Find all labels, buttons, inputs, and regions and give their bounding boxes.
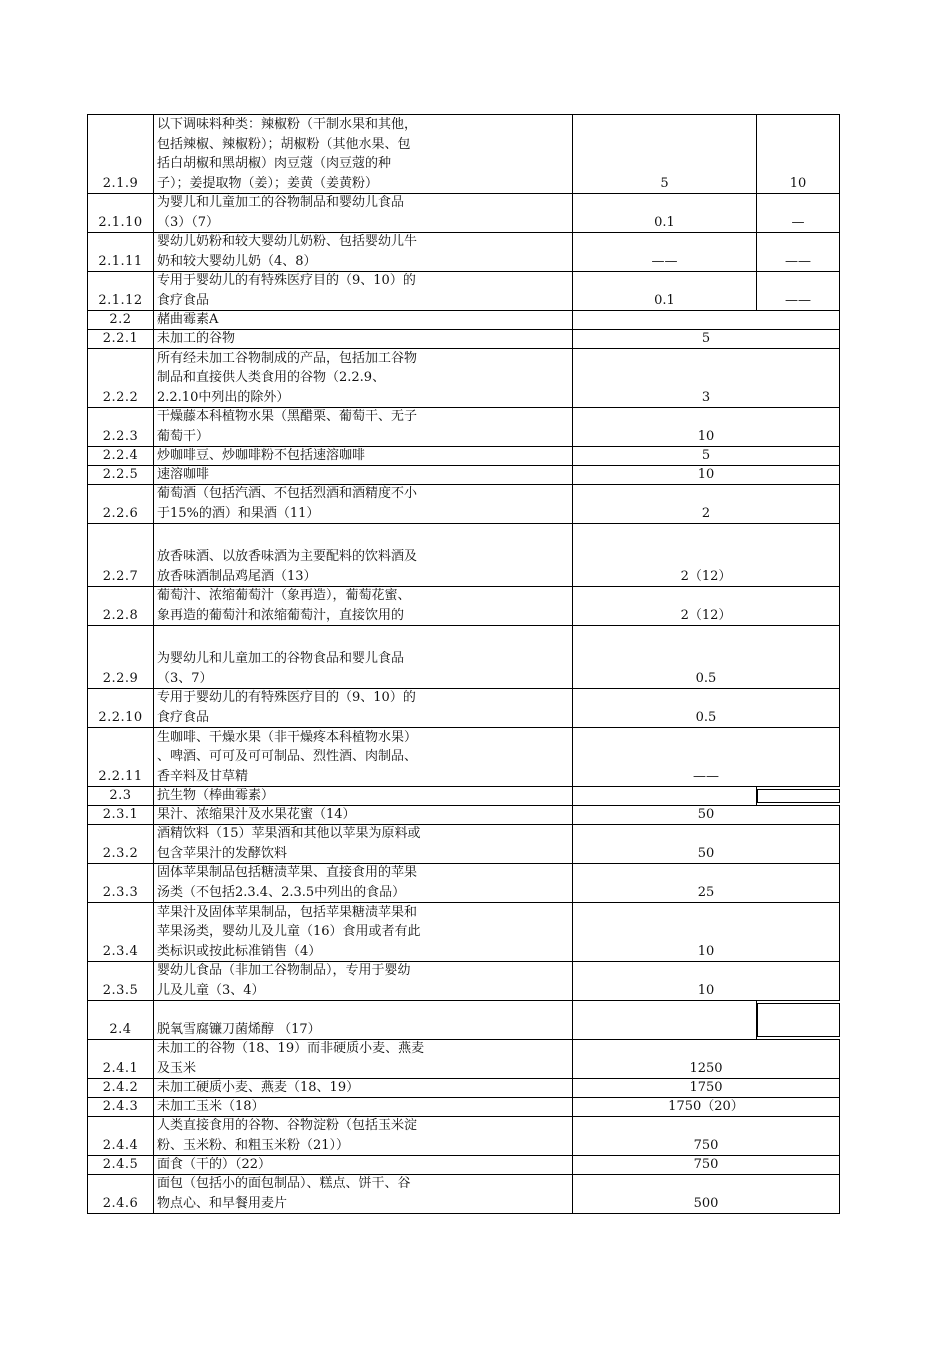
item-number: 2.1.12	[87, 272, 154, 310]
item-description	[154, 1117, 573, 1155]
item-description	[154, 1040, 573, 1078]
limit-value: 5	[573, 447, 840, 465]
limit-value: 50	[573, 825, 840, 863]
item-number: 2.4.4	[87, 1117, 154, 1155]
table-row	[87, 1040, 840, 1079]
item-description-text: 放香味酒、以放香味酒为主要配料的饮料酒及 放香味酒制品鸡尾酒（13）	[157, 549, 418, 584]
table-row	[87, 114, 840, 194]
table-row	[87, 524, 840, 587]
table-row	[87, 728, 840, 787]
table-row	[87, 233, 840, 272]
limit-value: 3	[573, 349, 840, 407]
item-description-text: 固体苹果制品包括糖渍苹果、直接食用的苹果 汤类（不包括2.3.4、2.3.5中列出的食品）	[157, 865, 418, 900]
table-row	[87, 1079, 840, 1098]
item-number: 2.2.11	[87, 728, 154, 786]
limit-value: 2（12）	[573, 587, 840, 625]
item-number: 2.1.10	[87, 194, 154, 232]
table-row	[87, 1117, 840, 1156]
table-row	[87, 311, 840, 330]
item-description-text: 生咖啡、干燥水果（非干燥疼本科植物水果） 、啤酒、可可及可可制品、烈性酒、肉制品、 香辛料及甘草精	[157, 729, 418, 784]
item-description	[154, 825, 573, 863]
item-description	[154, 1156, 573, 1174]
limit-value: 500	[573, 1175, 840, 1213]
item-number: 2.4	[87, 1001, 154, 1039]
item-description	[154, 864, 573, 902]
limit-value: 750	[573, 1156, 840, 1174]
limit-value: 10	[573, 903, 840, 961]
limit-value: 25	[573, 864, 840, 902]
item-description-text: 未加工的谷物（18、19）而非硬质小麦、燕麦 及玉米	[157, 1041, 425, 1076]
item-number: 2.3	[87, 787, 154, 805]
item-description-text: 婴幼儿奶粉和较大婴幼儿奶粉、包括婴幼儿牛 奶和较大婴幼儿奶（4、8）	[157, 234, 418, 269]
limit-value-1: 5	[573, 115, 757, 193]
empty-value-cell	[573, 311, 840, 329]
item-description	[154, 587, 573, 625]
limit-value-1: 0.1	[573, 194, 757, 232]
item-description-text: 面食（干的）（22）	[157, 1156, 272, 1172]
item-description	[154, 962, 573, 1000]
item-number: 2.2.8	[87, 587, 154, 625]
empty-value-box	[757, 1003, 840, 1037]
table-row	[87, 825, 840, 864]
item-description-text: 葡萄酒（包括汽酒、不包括烈酒和酒精度不小 于15%的酒）和果酒（11）	[157, 486, 418, 521]
item-description	[154, 1001, 573, 1039]
item-description-text: 以下调味料种类：辣椒粉（干制水果和其他， 包括辣椒、辣椒粉）；胡椒粉（其他水果、包 括白胡椒和黑胡椒）肉豆蔻（肉豆蔻的种 子）；姜提取物（姜）；姜黄（姜黄粉）	[157, 117, 418, 191]
item-number: 2.2.9	[87, 626, 154, 688]
item-number: 2.2.7	[87, 524, 154, 586]
item-description-text: 抗生物（棒曲霉素）	[157, 787, 275, 803]
item-number: 2.2.2	[87, 349, 154, 407]
item-description-text: 速溶咖啡	[157, 466, 210, 482]
item-description	[154, 408, 573, 446]
item-number: 2.2.1	[87, 330, 154, 348]
item-description-text: 为婴幼儿和儿童加工的谷物食品和婴儿食品 （3、7）	[157, 651, 405, 686]
item-description	[154, 447, 573, 465]
item-description-text: 面包（包括小的面包制品）、糕点、饼干、谷 物点心、和早餐用麦片	[157, 1176, 411, 1211]
item-description-text: 专用于婴幼儿的有特殊医疗目的（9、10）的 食疗食品	[157, 690, 416, 725]
table-row	[87, 349, 840, 408]
table-row	[87, 903, 840, 962]
item-number: 2.2.5	[87, 466, 154, 484]
item-number: 2.2.10	[87, 689, 154, 727]
item-description-text: 所有经未加工谷物制成的产品，包括加工谷物 制品和直接供人类食用的谷物（2.2.9、 2.2.10中列出的除外）	[157, 350, 418, 405]
item-description-text: 为婴儿和儿童加工的谷物制品和婴幼儿食品 （3）（7）	[157, 195, 405, 230]
item-description	[154, 115, 573, 193]
table-row	[87, 408, 840, 447]
item-number: 2.4.3	[87, 1098, 154, 1116]
table-row	[87, 447, 840, 466]
item-description	[154, 272, 573, 310]
item-description	[154, 728, 573, 786]
empty-value-cell	[573, 1001, 757, 1039]
table-row	[87, 272, 840, 311]
item-description	[154, 689, 573, 727]
item-number: 2.2.3	[87, 408, 154, 446]
table-row	[87, 689, 840, 728]
item-description	[154, 194, 573, 232]
limit-value-2: ——	[757, 272, 840, 310]
table-row	[87, 626, 840, 689]
limit-value-2: —	[757, 194, 840, 232]
table-row	[87, 1156, 840, 1175]
item-number: 2.3.2	[87, 825, 154, 863]
empty-value-box	[757, 789, 840, 803]
limit-value: 1750	[573, 1079, 840, 1097]
item-description	[154, 485, 573, 523]
item-number: 2.3.3	[87, 864, 154, 902]
table-row	[87, 864, 840, 903]
limit-value: 0.5	[573, 689, 840, 727]
item-number: 2.4.1	[87, 1040, 154, 1078]
item-number: 2.3.1	[87, 806, 154, 824]
limit-value: 1250	[573, 1040, 840, 1078]
limit-value-2: ——	[757, 233, 840, 271]
item-number: 2.2.4	[87, 447, 154, 465]
item-description	[154, 787, 573, 805]
item-description-text: 炒咖啡豆、炒咖啡粉不包括速溶咖啡	[157, 447, 366, 463]
limit-value: 2	[573, 485, 840, 523]
item-description	[154, 903, 573, 961]
item-description-text: 未加工的谷物	[157, 330, 236, 346]
item-description-text: 婴幼儿食品（非加工谷物制品），专用于婴幼 儿及儿童（3、4）	[157, 963, 411, 998]
table-row	[87, 962, 840, 1001]
item-number: 2.4.6	[87, 1175, 154, 1213]
limit-value-2: 10	[757, 115, 840, 193]
table-row	[87, 587, 840, 626]
item-description	[154, 524, 573, 586]
item-description-text: 赭曲霉素A	[157, 311, 219, 327]
item-description-text: 未加工硬质小麦、燕麦（18、19）	[157, 1079, 360, 1095]
table-row	[87, 330, 840, 349]
table-row	[87, 485, 840, 524]
limit-value: 10	[573, 408, 840, 446]
item-description	[154, 626, 573, 688]
item-number: 2.2	[87, 311, 154, 329]
item-description	[154, 330, 573, 348]
table-row	[87, 806, 840, 825]
limit-value: 5	[573, 330, 840, 348]
standards-table	[87, 114, 840, 1214]
item-number: 2.2.6	[87, 485, 154, 523]
item-description	[154, 349, 573, 407]
item-number: 2.1.11	[87, 233, 154, 271]
limit-value: 0.5	[573, 626, 840, 688]
item-number: 2.1.9	[87, 115, 154, 193]
item-description-text: 苹果汁及固体苹果制品，包括苹果糖渍苹果和 苹果汤类，婴幼儿及儿童（16）食用或者有此 类标识或按此标准销售（4）	[157, 904, 421, 959]
item-description	[154, 311, 573, 329]
item-description-text: 酒精饮料（15）苹果酒和其他以苹果为原料或 包含苹果汁的发酵饮料	[157, 826, 421, 861]
item-description-text: 果汁、浓缩果汁及水果花蜜（14）	[157, 806, 356, 822]
item-number: 2.4.2	[87, 1079, 154, 1097]
item-number: 2.3.5	[87, 962, 154, 1000]
item-description	[154, 1079, 573, 1097]
item-description	[154, 1175, 573, 1213]
limit-value: ——	[573, 728, 840, 786]
item-description	[154, 806, 573, 824]
item-description	[154, 466, 573, 484]
limit-value: 50	[573, 806, 840, 824]
item-description	[154, 1098, 573, 1116]
table-row	[87, 194, 840, 233]
item-number: 2.3.4	[87, 903, 154, 961]
table-row	[87, 1175, 840, 1214]
table-row	[87, 787, 840, 806]
item-description	[154, 233, 573, 271]
item-description-text: 葡萄汁、浓缩葡萄汁（象再造），葡萄花蜜、 象再造的葡萄汁和浓缩葡萄汁，直接饮用的	[157, 588, 411, 623]
item-description-text: 人类直接食用的谷物、谷物淀粉（包括玉米淀 粉、玉米粉、和粗玉米粉（21））	[157, 1118, 418, 1153]
limit-value: 1750（20）	[573, 1098, 840, 1116]
table-row	[87, 1001, 840, 1040]
limit-value: 10	[573, 466, 840, 484]
limit-value: 10	[573, 962, 840, 1000]
limit-value-1: ——	[573, 233, 757, 271]
table-row	[87, 1098, 840, 1117]
empty-value-cell	[573, 787, 757, 805]
item-description-text: 干燥藤本科植物水果（黑醋栗、葡萄干、无子 葡萄干）	[157, 409, 418, 444]
item-description-text: 脱氧雪腐镰刀菌烯醇 （17）	[157, 1021, 321, 1037]
item-number: 2.4.5	[87, 1156, 154, 1174]
limit-value: 750	[573, 1117, 840, 1155]
limit-value-1: 0.1	[573, 272, 757, 310]
limit-value: 2（12）	[573, 524, 840, 586]
item-description-text: 专用于婴幼儿的有特殊医疗目的（9、10）的 食疗食品	[157, 273, 416, 308]
table-row	[87, 466, 840, 485]
item-description-text: 未加工玉米（18）	[157, 1098, 265, 1114]
